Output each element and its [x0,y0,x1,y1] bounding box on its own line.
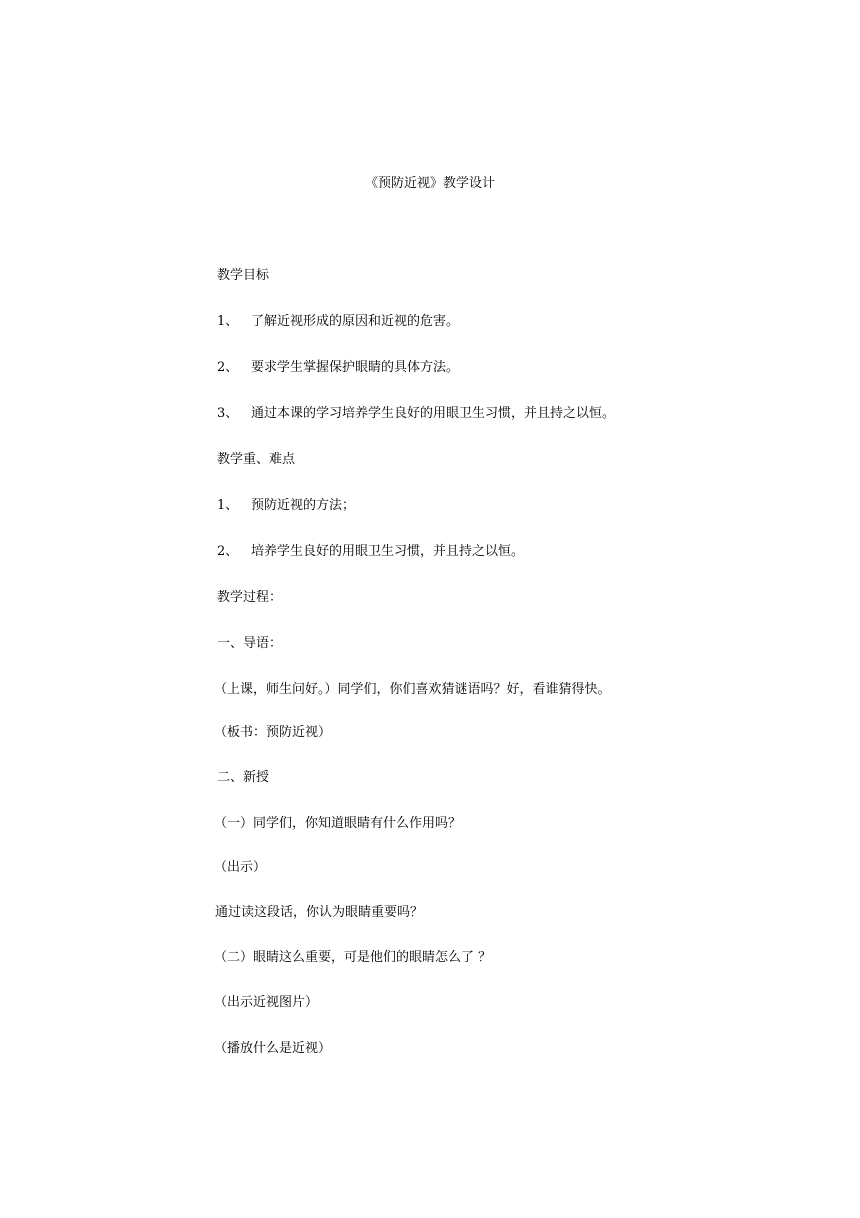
new-lesson-heading: 二、新授 [217,770,270,785]
part2-question: （二）眼睛这么重要，可是他们的眼睛怎么了 ？ [214,950,492,965]
part1-show: （出示） [214,860,267,875]
key-point-item-1 [217,496,355,516]
part2-play: （播放什么是近视） [214,1041,332,1056]
intro-paragraph-1: （上课，师生问好。）同学们，你们喜欢猜谜语吗？好，看谁猜得快。 [214,682,611,697]
key-point-number-1: 1、 [217,498,239,513]
key-point-number-2: 2、 [217,544,239,559]
intro-heading: 一、导语： [217,636,283,651]
goal-number-3: 3、 [217,406,239,421]
intro-paragraph-2: （板书：预防近视） [214,725,332,740]
part1-after: 通过读这段话，你认为眼睛重要吗？ [215,905,424,920]
key-point-text-2: 培养学生良好的用眼卫生习惯，并且持之以恒。 [251,544,525,559]
goals-heading: 教学目标 [217,268,270,283]
key-point-text-1: 预防近视的方法； [251,498,356,513]
part1-question: （一）同学们，你知道眼睛有什么作用吗？ [214,816,462,831]
goal-text-3: 通过本课的学习培养学生良好的用眼卫生习惯，并且持之以恒。 [251,406,616,421]
process-heading: 教学过程： [217,590,283,605]
goal-item-2 [217,358,459,378]
goal-item-1 [217,312,459,332]
goal-text-2: 要求学生掌握保护眼睛的具体方法。 [251,360,460,375]
key-point-item-2 [217,542,524,562]
goal-number-1: 1、 [217,314,239,329]
goal-text-1: 了解近视形成的原因和近视的危害。 [251,314,460,329]
goal-number-2: 2、 [217,360,239,375]
key-points-heading: 教学重、难点 [217,452,296,467]
part2-show-picture: （出示近视图片） [214,995,319,1010]
goal-item-3 [217,404,615,424]
document-title: 《预防近视》教学设计 [364,176,495,191]
